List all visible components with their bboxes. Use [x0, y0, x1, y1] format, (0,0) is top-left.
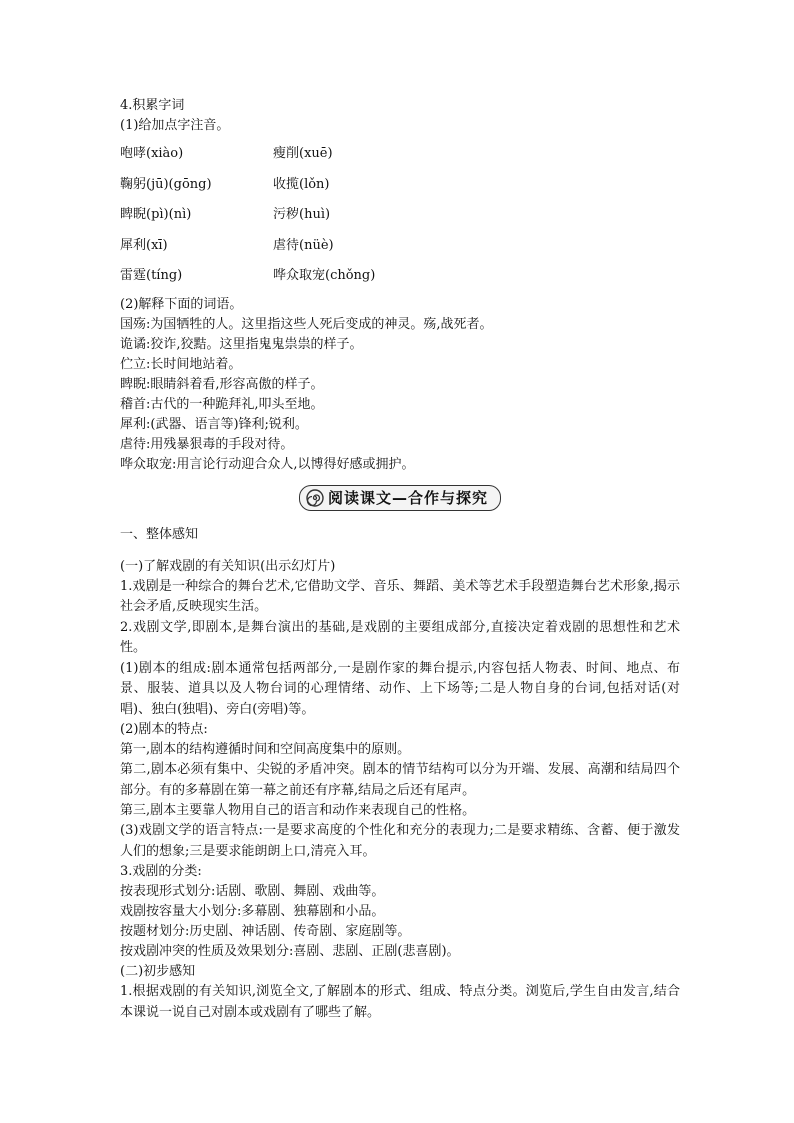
document-page	[120, 96, 680, 1023]
definition-line: 犀利:(武器、语言等)锋利;锐利。	[120, 416, 308, 432]
task-phonetic: (1)给加点字注音。	[120, 118, 230, 133]
vocab-item: 鞠躬(jū)(gōng)	[120, 176, 212, 192]
paragraph: (1)剧本的组成:剧本通常包括两部分,一是剧作家的舞台提示,内容包括人物表、时间、地点、布景、服装、道具以及人物台词的心理情绪、动作、上下场等;二是人物自身的台词,包括对话(对唱)、独白(独唱)、旁白(旁唱)等。	[120, 660, 680, 717]
paragraph: 第三,剧本主要靠人物用自己的语言和动作来表现自己的性格。	[120, 803, 476, 818]
spiral-icon	[306, 489, 324, 507]
banner-box	[299, 485, 501, 511]
vocab-item: 哗众取宠(chǒng)	[273, 268, 376, 283]
vocab-grid	[120, 142, 680, 295]
banner-title: 阅读课文—合作与探究	[327, 489, 488, 507]
vocab-item: 污秽(huì)	[273, 207, 331, 222]
paragraph: 戏剧按容量大小划分:多幕剧、独幕剧和小品。	[120, 904, 385, 919]
definition-line: 诡谲:狡诈,狡黠。这里指鬼鬼祟祟的样子。	[120, 336, 363, 352]
vocab-item: 瘦削(xuē)	[273, 146, 333, 161]
paragraph: (3)戏剧文学的语言特点:一是要求高度的个性化和充分的表现力;二是要求精练、含蓄、便于激发人们的想象;三是要求能朗朗上口,清亮入耳。	[120, 823, 680, 859]
paragraph: 3.戏剧的分类:	[120, 864, 202, 879]
paragraph: 2.戏剧文学,即剧本,是舞台演出的基础,是戏剧的主要组成部分,直接决定着戏剧的思想性和艺术性。	[120, 619, 680, 655]
paragraph: 1.根据戏剧的有关知识,浏览全文,了解剧本的形式、组成、特点分类。浏览后,学生自由发言,结合本课说一说自己对剧本或戏剧有了哪些了解。	[120, 984, 680, 1020]
vocab-item: 收揽(lǒn)	[273, 176, 330, 192]
definition-line: 睥睨:眼睛斜着看,形容高傲的样子。	[120, 376, 324, 392]
definition-line: 国殇:为国牺牲的人。这里指这些人死后变成的神灵。殇,战死者。	[120, 316, 493, 332]
vocab-item: 睥睨(pì)(nì)	[120, 207, 192, 222]
vocab-item: 咆哮(xiào)	[120, 146, 184, 161]
paragraph: 按表现形式划分:话剧、歌剧、舞剧、戏曲等。	[120, 884, 385, 899]
subsection-title: (一)了解戏剧的有关知识(出示幻灯片)	[120, 558, 336, 574]
section-heading: 4.积累字词	[120, 98, 185, 113]
vocab-item: 犀利(xī)	[120, 237, 168, 253]
paragraph: 按戏剧冲突的性质及效果划分:喜剧、悲剧、正剧(悲喜剧)。	[120, 944, 460, 959]
section-banner	[120, 485, 680, 511]
definition-line: 虐待:用残暴狠毒的手段对待。	[120, 436, 294, 452]
vocab-item: 雷霆(tíng)	[120, 268, 183, 283]
paragraph: 按题材划分:历史剧、神话剧、传奇剧、家庭剧等。	[120, 924, 411, 939]
section-title: 一、整体感知	[120, 526, 199, 542]
subsection-title: (二)初步感知	[120, 964, 196, 979]
definition-line: 哗众取宠:用言论行动迎合众人,以博得好感或拥护。	[120, 456, 415, 472]
definition-line: 伫立:长时间地站着。	[120, 356, 242, 372]
task-definitions: (2)解释下面的词语。	[120, 296, 243, 312]
paragraph: 第二,剧本必须有集中、尖锐的矛盾冲突。剧本的情节结构可以分为开端、发展、高潮和结局四个部分。有的多幕剧在第一幕之前还有序幕,结局之后还有尾声。	[120, 762, 680, 798]
paragraph: (2)剧本的特点:	[120, 722, 208, 737]
paragraph: 1.戏剧是一种综合的舞台艺术,它借助文学、音乐、舞蹈、美术等艺术手段塑造舞台艺术形象,揭示社会矛盾,反映现实生活。	[120, 578, 680, 614]
vocab-item: 虐待(nüè)	[273, 237, 334, 253]
paragraph: 第一,剧本的结构遵循时间和空间高度集中的原则。	[120, 742, 411, 757]
definition-line: 稽首:古代的一种跪拜礼,叩头至地。	[120, 396, 324, 412]
